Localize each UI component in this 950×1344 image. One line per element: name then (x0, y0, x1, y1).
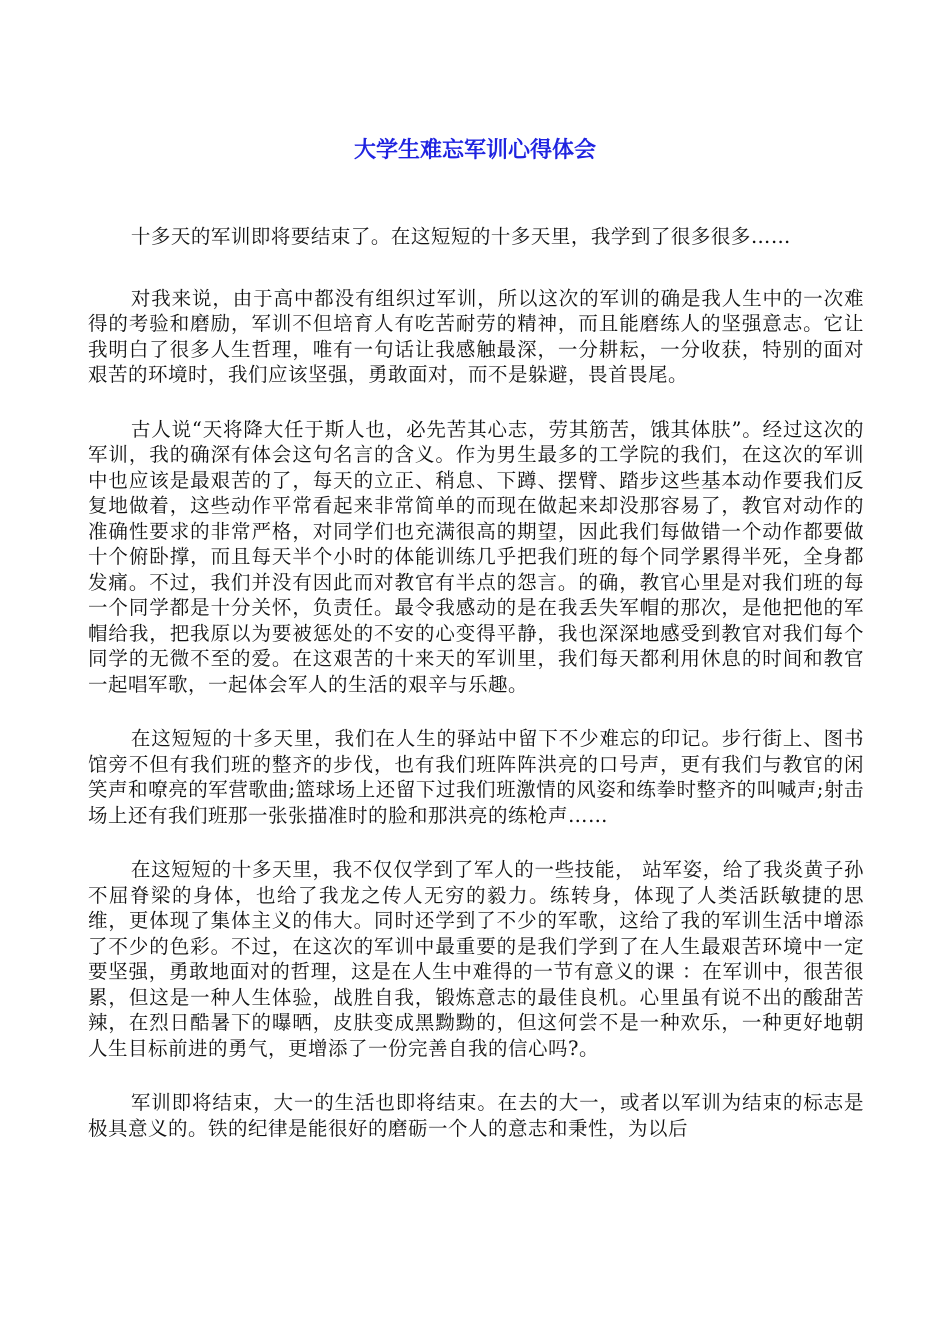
paragraph-6: 军训即将结束，大一的生活也即将结束。在去的大一，或者以军训为结束的标志是极具意义的。铁的纪律是能很好的磨砺一个人的意志和秉性，为以后 (88, 1091, 864, 1140)
paragraph-1: 十多天的军训即将要结束了。在这短短的十多天里，我学到了很多很多…… (130, 225, 791, 248)
paragraph-4: 在这短短的十多天里，我们在人生的驿站中留下不少难忘的印记。步行街上、图书馆旁不但有我们班的整齐的步伐，也有我们班阵阵洪亮的口号声，更有我们与教官的闲笑声和嘹亮的军营歌曲;篮球场上还留下过我们班激情的风姿和练拳时整齐的叫喊声;射击场上还有我们班那一张张描准时的脸和那洪亮的练枪声…… (88, 727, 864, 827)
paragraph-3: 古人说“天将降大任于斯人也，必先苦其心志，劳其筋苦，饿其体肤”。经过这次的军训，我的确深有体会这句名言的含义。作为男生最多的工学院的我们，在这次的军训中也应该是最艰苦的了，每天的立正、稍息、下蹲、摆臂、踏步这些基本动作要我们反复地做着，这些动作平常看起来非常简单的而现在做起来却没那容易了，教官对动作的准确性要求的非常严格，对同学们也充满很高的期望，因此我们每做错一个动作都要做十个俯卧撑，而且每天半个小时的体能训练几乎把我们班的每个同学累得半死，全身都发痛。不过，我们并没有因此而对教官有半点的怨言。的确，教官心里是对我们班的每一个同学都是十分关怀，负责任。最令我感动的是在我丢失军帽的那次，是他把他的军帽给我，把我原以为要被惩处的不安的心变得平静，我也深深地感受到教官对我们每个同学的无微不至的爱。在这艰苦的十来天的军训里，我们每天都利用休息的时间和教官一起唱军歌，一起体会军人的生活的艰辛与乐趣。 (88, 417, 864, 696)
document-body (88, 224, 864, 1170)
document-title: 大学生难忘军训心得体会 (353, 138, 596, 163)
paragraph-5: 在这短短的十多天里，我不仅仅学到了军人的一些技能， 站军姿，给了我炎黄子孙不屈脊梁的身体，也给了我龙之传人无穷的毅力。练转身，体现了人类活跃敏捷的思维，更体现了集体主义的伟大。同时还学到了不少的军歌，这给了我的军训生活中增添了不少的色彩。不过，在这次的军训中最重要的是我们学到了在人生最艰苦环境中一定要坚强，勇敢地面对的哲理，这是在人生中难得的一节有意义的课 ：在军训中，很苦很累，但这是一种人生体验，战胜自我，锻炼意志的最佳良机。心里虽有说不出的酸甜苦辣，在烈日酷暑下的曝晒，皮肤变成黑黝黝的，但这何尝不是一种欢乐，一种更好地朝人生目标前进的勇气，更增添了一份完善自我的信心吗?。 (88, 858, 864, 1060)
paragraph-2: 对我来说，由于高中都没有组织过军训，所以这次的军训的确是我人生中的一次难得的考验和磨励，军训不但培育人有吃苦耐劳的精神，而且能磨练人的坚强意志。它让我明白了很多人生哲理，唯有一句话让我感触最深，一分耕耘，一分收获，特别的面对艰苦的环境时，我们应该坚强，勇敢面对，而不是躲避，畏首畏尾。 (88, 286, 864, 386)
